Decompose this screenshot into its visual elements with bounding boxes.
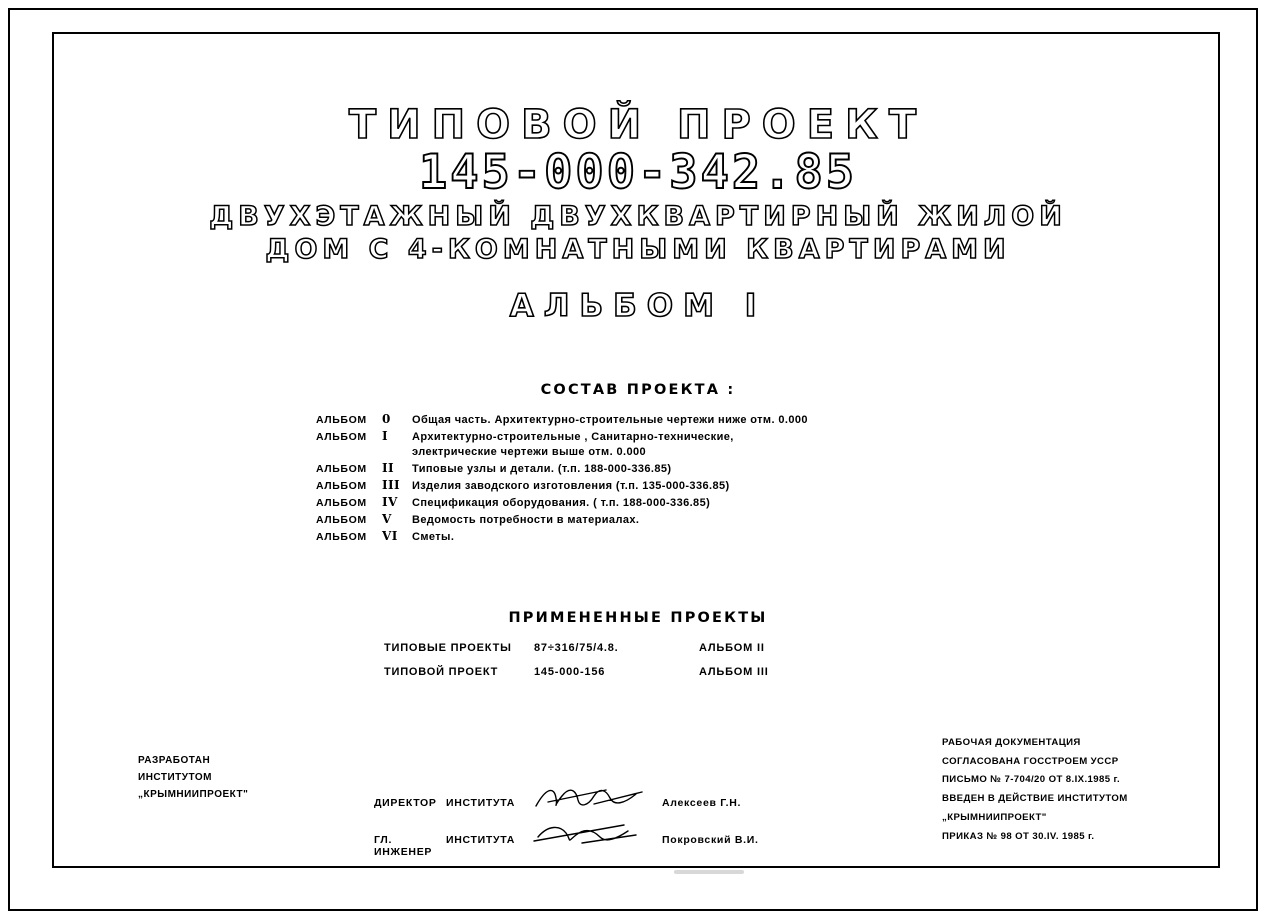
- handwritten-signature-icon: [532, 823, 652, 843]
- album-label: АЛЬБОМ: [316, 497, 367, 509]
- developer-line-3: „КРЫМНИИПРОЕКТ": [138, 789, 249, 800]
- developer-line-2: ИНСТИТУТОМ: [138, 772, 212, 783]
- signatory-name: Покровский В.И.: [662, 834, 759, 846]
- composition-list: [316, 412, 1222, 543]
- handwritten-signature-icon: [532, 786, 652, 806]
- signature-row-director: [374, 786, 759, 809]
- applied-project-code: 87÷316/75/4.8.: [534, 642, 619, 654]
- album-label: АЛЬБОМ: [316, 531, 367, 543]
- signatory-org: ИНСТИТУТА: [446, 797, 515, 809]
- album-number: III: [382, 478, 401, 492]
- approval-line-5: „КРЫМНИИПРОЕКТ": [942, 811, 1047, 823]
- album-description: Типовые узлы и детали. (т.п. 188-000-336.85): [412, 463, 672, 475]
- album-description: Спецификация оборудования. ( т.п. 188-000-336.85): [412, 497, 711, 509]
- drawing-sheet-outer-frame: [8, 8, 1258, 911]
- album-description: Общая часть. Архитектурно-строительные чертежи ниже отм. 0.000: [412, 414, 808, 426]
- list-item: [316, 512, 1222, 526]
- list-item: [316, 461, 1222, 475]
- signatory-role: ДИРЕКТОР: [374, 797, 437, 809]
- applied-project-album: АЛЬБОМ II: [699, 642, 765, 654]
- project-subtitle-line-2: ДОМ С 4-КОМНАТНЫМИ КВАРТИРАМИ: [265, 234, 1011, 266]
- list-item: [316, 478, 1222, 492]
- album-description: Изделия заводского изготовления (т.п. 135-000-336.85): [412, 480, 730, 492]
- album-title: АЛЬБОМ I: [509, 288, 767, 325]
- album-number: 0: [382, 412, 391, 426]
- list-item: [316, 429, 1222, 443]
- drawing-sheet-inner-frame: [52, 32, 1220, 868]
- applied-project-code: 145-000-156: [534, 666, 606, 678]
- album-number: VI: [382, 529, 398, 543]
- composition-section: [54, 382, 1222, 546]
- list-item: [316, 529, 1222, 543]
- album-description-continued: электрические чертежи выше отм. 0.000: [412, 446, 647, 458]
- signatory-org: ИНСТИТУТА: [446, 834, 515, 846]
- list-item-continuation: [316, 446, 1222, 458]
- signatory-name: Алексеев Г.Н.: [662, 797, 742, 809]
- album-number: IV: [382, 495, 398, 509]
- signature-row-chief-engineer: [374, 823, 759, 858]
- applied-project-kind: ТИПОВЫЕ ПРОЕКТЫ: [384, 642, 512, 654]
- list-item: [316, 412, 1222, 426]
- developer-line-1: РАЗРАБОТАН: [138, 755, 211, 766]
- developer-block: [138, 752, 248, 803]
- applied-project-album: АЛЬБОМ III: [699, 666, 769, 678]
- album-number: I: [382, 429, 389, 443]
- approval-block: [942, 734, 1128, 846]
- page-title-heading: ТИПОВОЙ ПРОЕКТ: [348, 102, 928, 148]
- signatory-role: ГЛ. ИНЖЕНЕР: [374, 834, 433, 858]
- signature-block: [374, 786, 759, 872]
- album-number: II: [382, 461, 395, 475]
- applied-project-kind: ТИПОВОЙ ПРОЕКТ: [384, 666, 499, 678]
- applied-project-row: [384, 642, 1222, 654]
- album-label: АЛЬБОМ: [316, 514, 367, 526]
- list-item: [316, 495, 1222, 509]
- title-block: [54, 104, 1222, 324]
- album-description: Ведомость потребности в материалах.: [412, 514, 640, 526]
- album-label: АЛЬБОМ: [316, 463, 367, 475]
- approval-line-4: ВВЕДЕН В ДЕЙСТВИЕ ИНСТИТУТОМ: [942, 793, 1128, 805]
- approval-line-3: ПИСЬМО № 7-704/20 ОТ 8.IX.1985 г.: [942, 774, 1121, 786]
- applied-projects-heading: ПРИМЕНЕННЫЕ ПРОЕКТЫ: [508, 610, 768, 626]
- project-code: 145-000-342.85: [418, 145, 858, 200]
- album-description: Сметы.: [412, 531, 455, 543]
- pencil-smudge: [674, 870, 744, 874]
- approval-line-2: СОГЛАСОВАНА ГОССТРОЕМ УССР: [942, 755, 1119, 767]
- approval-line-6: ПРИКАЗ № 98 ОТ 30.IV. 1985 г.: [942, 830, 1095, 842]
- album-label: АЛЬБОМ: [316, 431, 367, 443]
- album-label: АЛЬБОМ: [316, 480, 367, 492]
- project-subtitle-line-1: ДВУХЭТАЖНЫЙ ДВУХКВАРТИРНЫЙ ЖИЛОЙ: [209, 201, 1067, 233]
- applied-projects-section: [54, 610, 1222, 690]
- approval-line-1: РАБОЧАЯ ДОКУМЕНТАЦИЯ: [942, 737, 1081, 748]
- album-number: V: [382, 512, 392, 526]
- composition-heading: СОСТАВ ПРОЕКТА :: [540, 382, 736, 398]
- album-label: АЛЬБОМ: [316, 414, 367, 426]
- album-description: Архитектурно-строительные , Санитарно-технические,: [412, 431, 734, 443]
- applied-project-row: [384, 666, 1222, 678]
